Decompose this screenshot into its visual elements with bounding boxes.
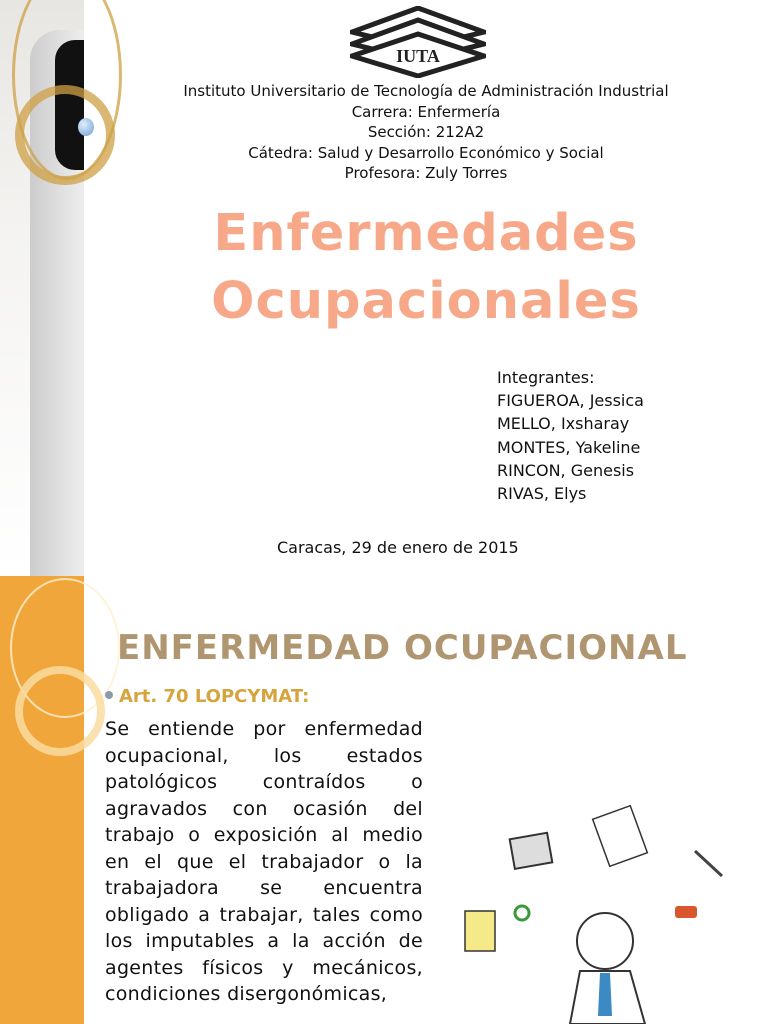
slide-heading: ENFERMEDAD OCUPACIONAL [117,628,688,668]
title-line: Ocupacionales [211,272,641,331]
decorative-strip [0,0,84,576]
definition-text: Se entiende por enfermedad ocupacional, los estados patológicos contraídos o agravados con ocasión del trabajo o exposición al medio en el que el trabajador o la trabajadora se encuentra obligado a trabajar, tales como los imputables a la acción de agentes físicos y mecánicos, condiciones disergonómicas, [105,718,423,1005]
course: Cátedra: Salud y Desarrollo Económico y Social [248,143,604,162]
member: MONTES, Yakeline [497,437,641,457]
svg-text:IUTA: IUTA [396,46,440,66]
presentation-title [84,200,768,336]
section: Sección: 212A2 [367,123,485,141]
bullet-text: Art. 70 LOPCYMAT: [119,686,310,707]
institution-name: Instituto Universitario de Tecnología de Administración Industrial [183,82,669,100]
decorative-ring [15,666,105,756]
member: RINCON, Genesis [497,460,635,480]
title-line: Enfermedades [213,204,639,263]
career: Carrera: Enfermería [351,102,501,121]
member: FIGUEROA, Jessica [497,391,644,411]
professor: Profesora: Zuly Torres [344,164,508,182]
iuta-logo [350,6,486,78]
slide-definition [0,576,768,1024]
place-date: Caracas, 29 de enero de 2015 [277,538,519,557]
members-list [497,366,644,505]
member: MELLO, Ixsharay [497,414,630,434]
decorative-strip [0,576,84,1024]
bullet-dot-icon [105,691,113,699]
bullet-item [105,686,309,707]
members-label: Integrantes: [497,368,595,387]
stressed-worker-illustration [460,801,740,1024]
institution-header [84,81,768,184]
member: RIVAS, Elys [497,484,587,504]
